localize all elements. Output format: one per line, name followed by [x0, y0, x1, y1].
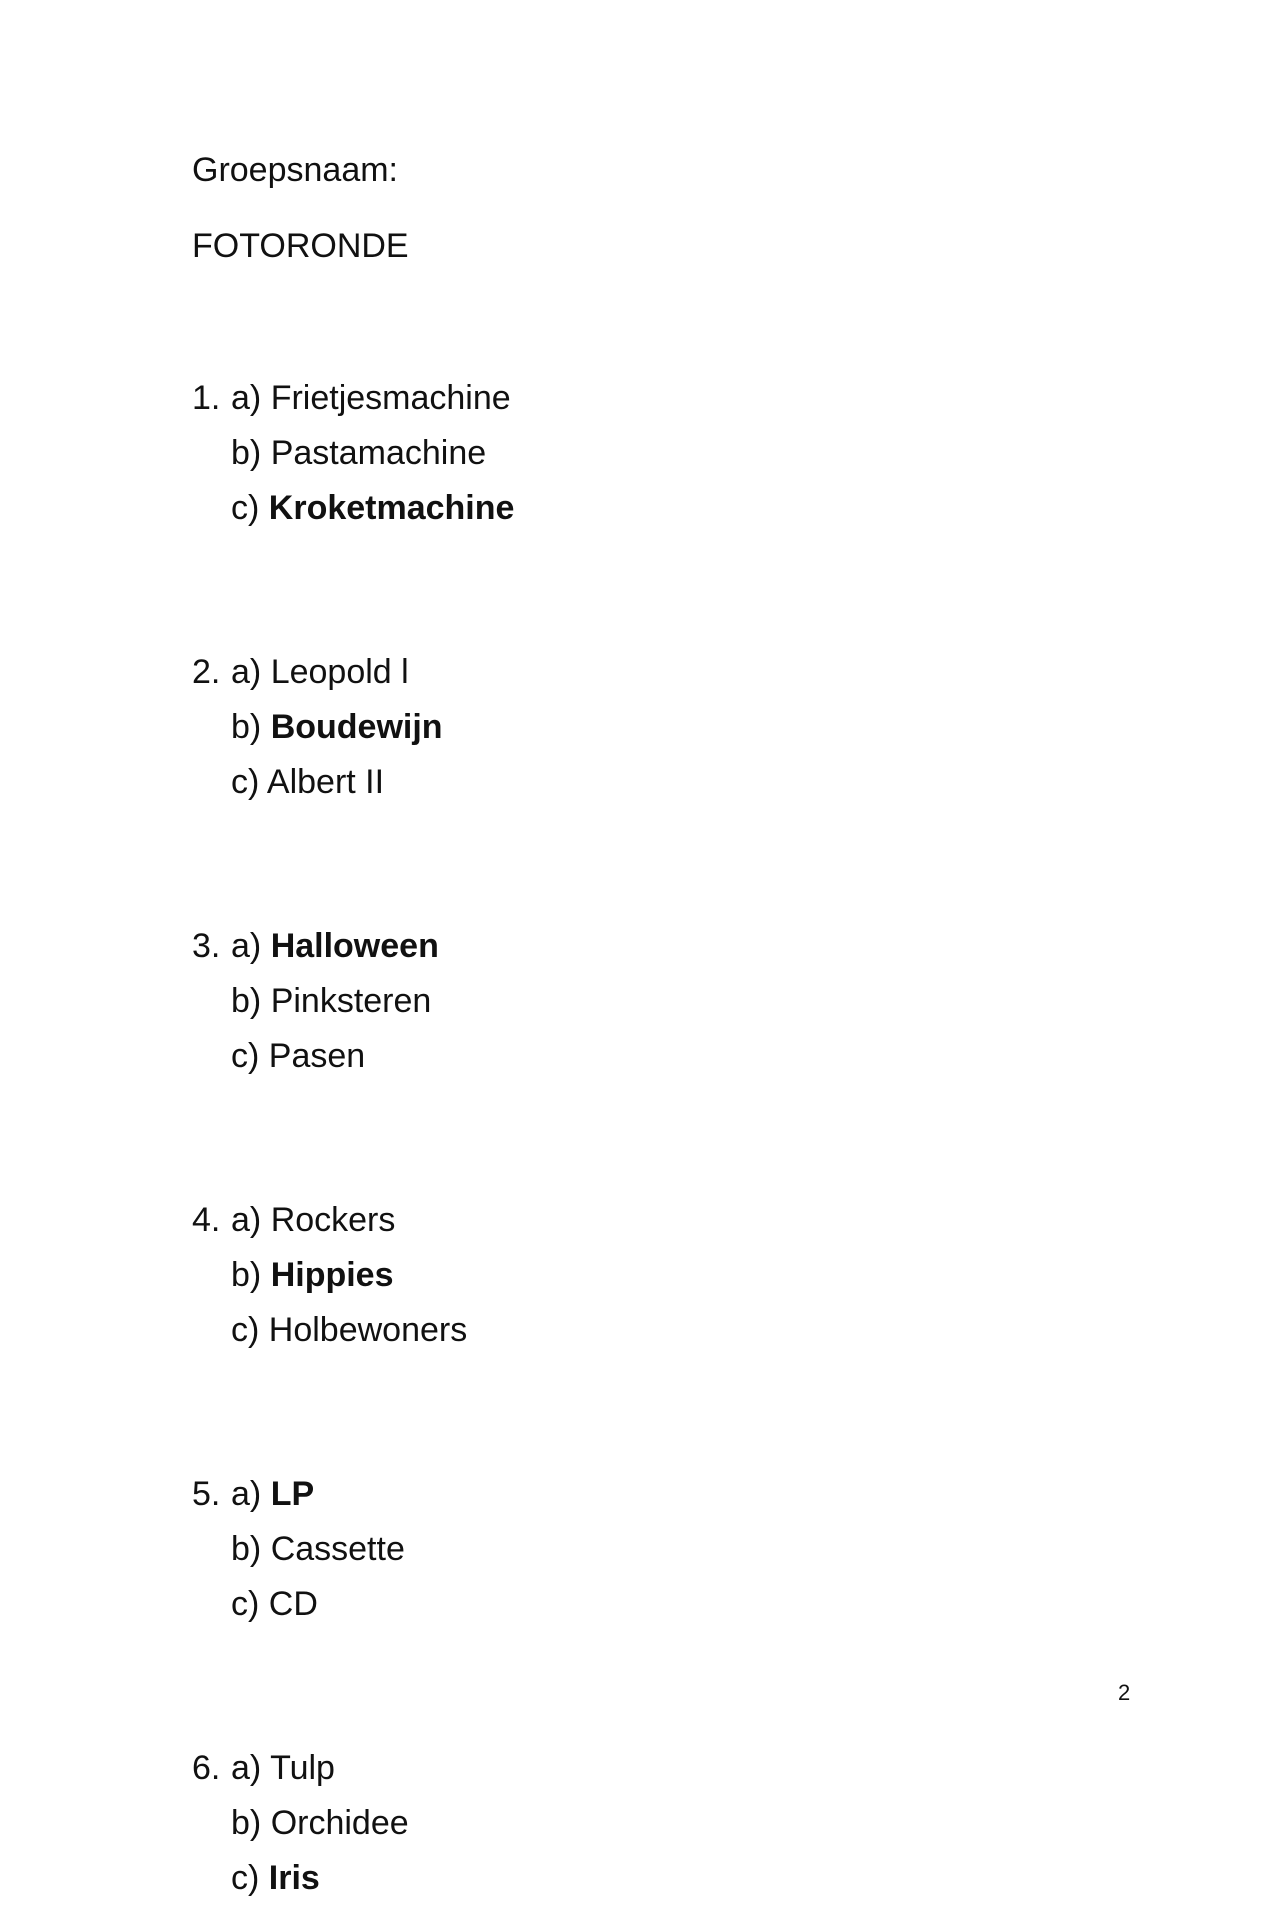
- option-text: Pasen: [268, 1037, 366, 1075]
- option-text: Leopold l: [270, 653, 409, 691]
- option-letter: a): [231, 1749, 262, 1787]
- option-text: Tulp: [270, 1749, 335, 1787]
- option-text: Pinksteren: [270, 982, 432, 1020]
- option-letter: b): [231, 434, 262, 472]
- option-text: Orchidee: [270, 1804, 409, 1842]
- answer-option: [192, 1310, 514, 1365]
- answer-option: [192, 652, 514, 707]
- question-6: [192, 1748, 514, 1913]
- group-name-label: Groepsnaam:: [192, 151, 398, 189]
- option-text: Rockers: [270, 1201, 396, 1239]
- answer-option: [192, 762, 514, 817]
- answer-option: [192, 488, 514, 543]
- page-number: 2: [1118, 1680, 1131, 1705]
- option-letter: c): [231, 1037, 260, 1075]
- option-letter: a): [231, 1475, 262, 1513]
- answer-option: [192, 1803, 514, 1858]
- question-1: [192, 378, 514, 543]
- answer-option: [192, 707, 514, 762]
- correct-answer-text: LP: [270, 1475, 315, 1513]
- correct-answer-text: Iris: [268, 1859, 320, 1897]
- option-letter: a): [231, 653, 262, 691]
- answer-option: [192, 433, 514, 488]
- question-number: 5.: [192, 1475, 221, 1513]
- question-5: [192, 1474, 514, 1639]
- option-letter: a): [231, 1201, 262, 1239]
- answer-option: [192, 1584, 514, 1639]
- option-text: Holbewoners: [268, 1311, 468, 1349]
- option-letter: a): [231, 379, 262, 417]
- option-text: Frietjesmachine: [270, 379, 511, 417]
- answer-option: [192, 378, 514, 433]
- answer-option: [192, 1858, 514, 1913]
- option-letter: b): [231, 1530, 262, 1568]
- answer-option: [192, 1748, 514, 1803]
- answer-option: [192, 1474, 514, 1529]
- question-2: [192, 652, 514, 817]
- option-letter: c): [231, 1311, 260, 1349]
- option-letter: c): [231, 1859, 260, 1897]
- option-letter: b): [231, 1256, 262, 1294]
- correct-answer-text: Boudewijn: [270, 708, 443, 746]
- option-letter: c): [231, 1585, 260, 1623]
- correct-answer-text: Kroketmachine: [268, 489, 515, 527]
- answer-option: [192, 981, 514, 1036]
- correct-answer-text: Hippies: [270, 1256, 394, 1294]
- question-number: 6.: [192, 1749, 221, 1787]
- answer-option: [192, 1036, 514, 1091]
- question-number: 4.: [192, 1201, 221, 1239]
- answer-option: [192, 1200, 514, 1255]
- option-text: Albert II: [266, 763, 385, 801]
- question-3: [192, 926, 514, 1091]
- question-number: 3.: [192, 927, 221, 965]
- answer-option: [192, 1529, 514, 1584]
- option-text: Pastamachine: [270, 434, 487, 472]
- question-number: 2.: [192, 653, 221, 691]
- option-text: CD: [268, 1585, 318, 1623]
- question-number: 1.: [192, 379, 221, 417]
- option-letter: c): [231, 489, 260, 527]
- round-title: FOTORONDE: [192, 227, 409, 265]
- answer-option: [192, 926, 514, 981]
- option-letter: a): [231, 927, 262, 965]
- option-text: Cassette: [270, 1530, 405, 1568]
- option-letter: b): [231, 982, 262, 1020]
- correct-answer-text: Halloween: [270, 927, 439, 965]
- option-letter: b): [231, 708, 262, 746]
- option-letter: c): [231, 763, 260, 801]
- option-letter: b): [231, 1804, 262, 1842]
- answer-option: [192, 1255, 514, 1310]
- question-list: [192, 378, 514, 1913]
- question-4: [192, 1200, 514, 1365]
